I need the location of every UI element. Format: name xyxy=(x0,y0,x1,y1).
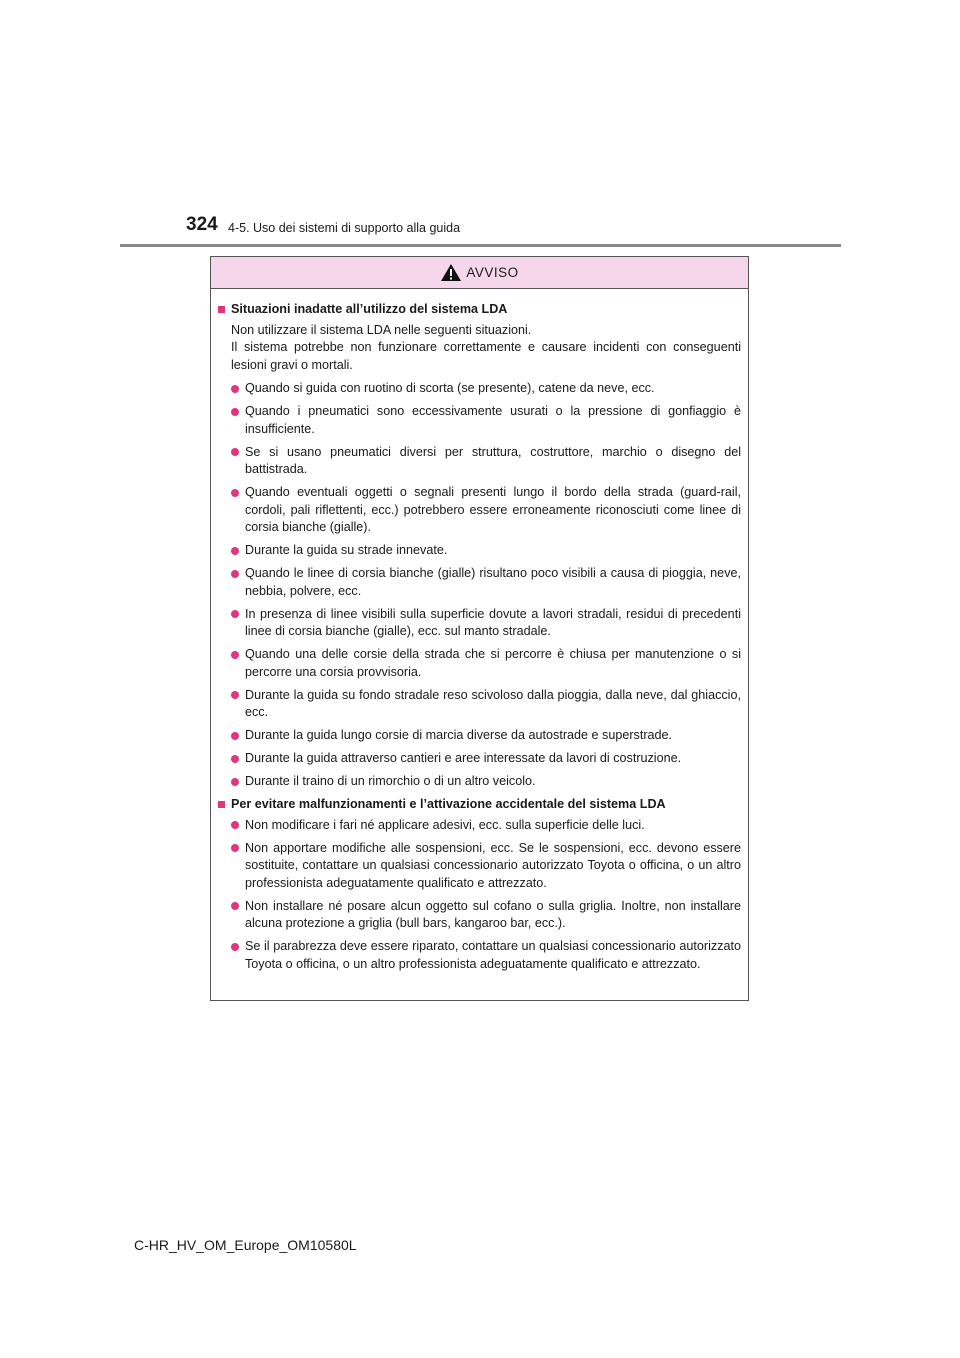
bullet-dot-icon xyxy=(231,902,239,910)
list-item xyxy=(218,484,741,537)
list-item-text: Non modificare i fari né applicare adesivi, ecc. sulla superficie delle luci. xyxy=(245,817,645,832)
list-item-text: Non installare né posare alcun oggetto sul cofano o sulla griglia. Inoltre, non installare alcuna protezione a griglia (bull bars, kangaroo bar, ecc.). xyxy=(245,898,741,930)
bullet-dot-icon xyxy=(231,943,239,951)
list-item-text: Quando eventuali oggetti o segnali presenti lungo il bordo della strada (guard-rail, cordoli, pali riflettenti, ecc.) potrebbero essere erroneamente riconosciuti come linee di corsia bianche (gialle). xyxy=(245,485,741,534)
list-item-text: Se il parabrezza deve essere riparato, contattare un qualsiasi concessionario autorizzato Toyota o officina, o un altro professionista adeguatamente qualificato e attrezzato. xyxy=(245,939,741,971)
warning-triangle-icon xyxy=(440,263,462,282)
bullet-dot-icon xyxy=(231,489,239,497)
list-item xyxy=(218,403,741,438)
bullet-dot-icon xyxy=(231,651,239,659)
situation-list xyxy=(218,380,741,791)
list-item xyxy=(218,444,741,479)
list-item-text: Se si usano pneumatici diversi per struttura, costruttore, marchio o disegno del battistrada. xyxy=(245,444,741,476)
warning-title: AVVISO xyxy=(466,265,519,280)
list-item-text: Quando una delle corsie della strada che si percorre è chiusa per manutenzione o si percorre una corsia provvisoria. xyxy=(245,647,741,679)
list-item xyxy=(218,727,741,745)
list-item-text: Quando le linee di corsia bianche (gialle) risultano poco visibili a causa di pioggia, neve, nebbia, polvere, ecc. xyxy=(245,566,741,598)
bullet-dot-icon xyxy=(231,547,239,555)
page-number: 324 xyxy=(186,214,218,235)
square-bullet-icon xyxy=(218,306,225,313)
warning-box xyxy=(210,256,749,1001)
list-item xyxy=(218,542,741,560)
list-item xyxy=(218,646,741,681)
intro-line: Non utilizzare il sistema LDA nelle seguenti situazioni. xyxy=(231,322,532,337)
bullet-dot-icon xyxy=(231,385,239,393)
list-item xyxy=(218,898,741,933)
list-item xyxy=(218,606,741,641)
list-item-text: Durante la guida su fondo stradale reso scivoloso dalla pioggia, dalla neve, dal ghiaccio, ecc. xyxy=(245,687,741,719)
section-heading xyxy=(218,301,741,319)
list-item xyxy=(218,380,741,398)
list-item-text: Quando i pneumatici sono eccessivamente usurati o la pressione di gonfiaggio è insufficiente. xyxy=(245,404,741,436)
list-item-text: In presenza di linee visibili sulla superficie dovute a lavori stradali, residui di precedenti linee di corsia bianche (gialle), ecc. sul manto stradale. xyxy=(245,606,741,638)
section-heading-text: Situazioni inadatte all’utilizzo del sistema LDA xyxy=(231,302,508,316)
bullet-dot-icon xyxy=(231,408,239,416)
list-item xyxy=(218,938,741,973)
bullet-dot-icon xyxy=(231,755,239,763)
list-item-text: Durante la guida lungo corsie di marcia diverse da autostrade e superstrade. xyxy=(245,728,673,742)
section-intro xyxy=(218,322,741,375)
section-heading-text: Per evitare malfunzionamenti e l’attivazione accidentale del sistema LDA xyxy=(231,797,666,811)
warning-body xyxy=(211,289,748,973)
bullet-dot-icon xyxy=(231,570,239,578)
bullet-dot-icon xyxy=(231,821,239,829)
list-item xyxy=(218,565,741,600)
bullet-dot-icon xyxy=(231,610,239,618)
section-heading xyxy=(218,796,741,814)
bullet-dot-icon xyxy=(231,448,239,456)
precaution-list xyxy=(218,817,741,974)
bullet-dot-icon xyxy=(231,732,239,740)
section-title: 4-5. Uso dei sistemi di supporto alla guida xyxy=(228,221,461,235)
intro-line: Il sistema potrebbe non funzionare correttamente e causare incidenti con conseguenti lesioni gravi o mortali. xyxy=(231,340,741,372)
list-item xyxy=(218,687,741,722)
warning-header xyxy=(211,257,748,289)
bullet-dot-icon xyxy=(231,778,239,786)
list-item xyxy=(218,750,741,768)
list-item-text: Non apportare modifiche alle sospensioni, ecc. Se le sospensioni, ecc. devono essere sostituite, contattare un qualsiasi concessionario autorizzato Toyota o officina, o un altro professionista adeguatamente qualificato e attrezzato. xyxy=(245,840,741,890)
list-item-text: Durante il traino di un rimorchio o di un altro veicolo. xyxy=(245,774,536,788)
bullet-dot-icon xyxy=(231,844,239,852)
square-bullet-icon xyxy=(218,801,225,808)
document-code: C-HR_HV_OM_Europe_OM10580L xyxy=(134,1237,357,1253)
list-item xyxy=(218,840,741,893)
bullet-dot-icon xyxy=(231,691,239,699)
list-item xyxy=(218,817,741,835)
list-item-text: Durante la guida attraverso cantieri e aree interessate da lavori di costruzione. xyxy=(245,751,682,765)
header-rule xyxy=(120,244,841,247)
list-item-text: Durante la guida su strade innevate. xyxy=(245,543,448,557)
list-item-text: Quando si guida con ruotino di scorta (se presente), catene da neve, ecc. xyxy=(245,381,655,395)
list-item xyxy=(218,773,741,791)
